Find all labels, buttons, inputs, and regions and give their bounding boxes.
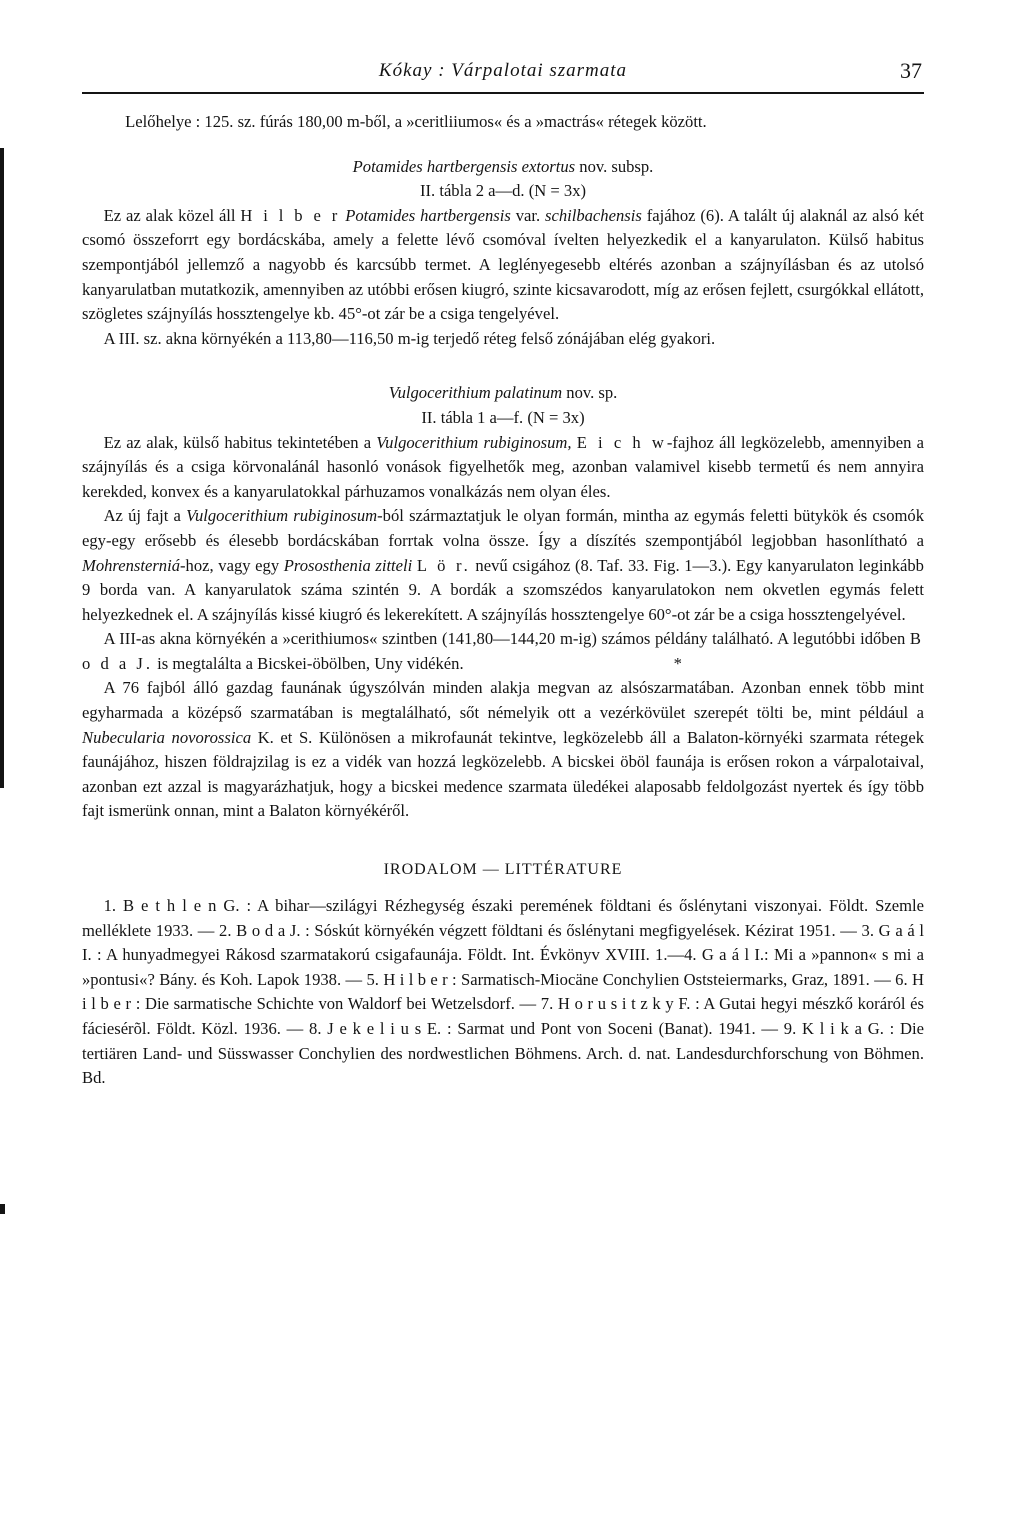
species-rank: nov. sp.	[566, 383, 618, 403]
page	[82, 52, 924, 1091]
left-edge-mark-bottom	[0, 1204, 5, 1214]
running-head: Kókay : Várpalotai szarmata	[378, 60, 628, 81]
occurrence-paragraph: A III-as akna környékén a »cerithiumos« szintben (141,80—144,20 m-ig) számos példány található. A legutóbbi időben B o d a J. is megtalálta a Bicskei-öbölben, Uny vidékén. *	[82, 629, 924, 673]
plate-reference-2: II. tábla 1 a—f. (N = 3x)	[421, 407, 585, 427]
species-heading-1	[82, 155, 924, 180]
occurrence-paragraph: A III. sz. akna környékén a 113,80—116,50 m-ig terjedő réteg felső zónájában elég gyakori.	[103, 328, 716, 348]
plate-reference-1: II. tábla 2 a—d. (N = 3x)	[419, 181, 587, 201]
locality-paragraph: Lelőhelye : 125. sz. fúrás 180,00 m-ből, a »ceritliiumos« és a »mactrás« rétegek között.	[125, 112, 707, 131]
species-name: Potamides hartbergensis extortus	[352, 156, 576, 176]
description-paragraph: Ez az alak közel áll H i l b e r Potamides hartbergensis var. schilbachensis fajához (6). A talált új alaknál az alsó két csomó összeforrt egy bordácskába, amely a felette lévő csomóval ívelten helyezkedik el a kanyarulaton. Külső habitus szempontjából jellemző a nagyobb és karcsúbb termet. A leglényegesebb eltérés azonban a szájnyílásban és az utolsó kanyarulatban mutatkozik, amennyiben az utóbbi erősen kiugró, szinte kicsavarodott, míg az erősen fejlett, csurgókkal ellátott, szögletes szájnyílás hossztengelye kb. 45°-ot zár be a csiga tengelyével.	[82, 205, 925, 324]
page-number: 37	[900, 58, 922, 83]
species-heading-2	[82, 381, 924, 406]
section-separator-asterisk: *	[673, 653, 682, 673]
left-edge-mark-top	[0, 148, 4, 788]
species-name: Vulgocerithium palatinum	[388, 383, 563, 403]
derivation-paragraph: Az új fajt a Vulgocerithium rubiginosum-ból származtatjuk le olyan formán, mintha az egymás feletti bütykök és csomók egy-egy erősebb és élesebb bordácskában forrtak volna össze. Így a díszítés szempontjából legjobban hasonlítható a Mohrensterniá-hoz, vagy egy Prososthenia zitteli L ö r. nevű csigához (8. Taf. 33. Fig. 1—3.). Egy kanyarulaton leginkább 9 borda van. A kanyarulatok száma szintén 9. A bordák a szomszédos kanyarulatokon nem okvetlen egymás felett helyezkednek el. A szájnyílás kissé kiugró és lekerekített. A szájnyílás hossztengelye 60°-ot zár be a csiga hossztengelyével.	[82, 506, 925, 624]
page-header	[82, 52, 924, 94]
fauna-summary-paragraph: A 76 fajból álló gazdag faunának úgyszólván minden alakja megvan az alsószarmatában. Azonban ennek több mint egyharmada a középső szarmatában is megtalálható, sőt némelyik ott a vezérkövület szerepét tölti be, mint például a Nubecularia novorossica K. et S. Különösen a mikrofaunát tekintve, legközelebb áll a Balaton-környéki szarmata rétegek faunájához, hiszen földrajzilag is ez a vidék van hozzá legközelebb. A bicskei öböl faunája is erősen rokon a várpalotaival, azonban ezt azzal is magyarázhatjuk, hogy a bicskei medence szarmata üledékei alaposabb feldolgozást nyertek és így több fajt ismerünk onnan, mint a Balaton környékéről.	[82, 678, 924, 821]
references-title: IRODALOM — LITTÉRATURE	[383, 861, 623, 879]
description-paragraph: Ez az alak, külső habitus tekintetében a Vulgocerithium rubiginosum, E i c h w-fajhoz áll legközelebb, amennyiben a szájnyílás és a csiga körvonalánál hasonló vonások figyelhetők meg, azonban valamivel kisebb termetű és nem annyira kerekded, konvex és a kanyarulatokkal párhuzamos vonalkázás nem olyan éles.	[82, 432, 924, 501]
references-list: 1. B e t h l e n G. : A bihar—szilágyi Rézhegység északi peremének földtani és őslénytani viszonyai. Földt. Szemle melléklete 1933. — 2. B o d a J. : Sóskút környékén végzett földtani és őslénytani megfigyelések. Kézirat 1951. — 3. G a á l I. : A hunyadmegyei Rákosd szarmatakorú csigafaunája. Földt. Int. Évkönyv XVIII. 1.—4. G a á l I.: Mi a »pannon« s mi a »pontusi«? Bány. és Koh. Lapok 1938. — 5. H i l b e r : Sarmatisch-Miocäne Conchylien Oststeiermarks, Graz, 1891. — 6. H i l b e r : Die sarmatische Schichte von Waldorf bei Wetzelsdorf. — 7. H o r u s i t z k y F. : A Gutai hegyi mészkő koráról és fáciesérõl. Földt. Közl. 1936. — 8. J e k e l i u s E. : Sarmat und Pont von Soceni (Banat). 1941. — 9. K l i k a G. : Die tertiären Land- und Süsswasser Conchylien des nordwestlichen Böhmens. Arch. d. nat. Landesdurchforschung von Böhmen. Bd.	[82, 896, 924, 1088]
species-rank: nov. subsp.	[579, 156, 654, 176]
